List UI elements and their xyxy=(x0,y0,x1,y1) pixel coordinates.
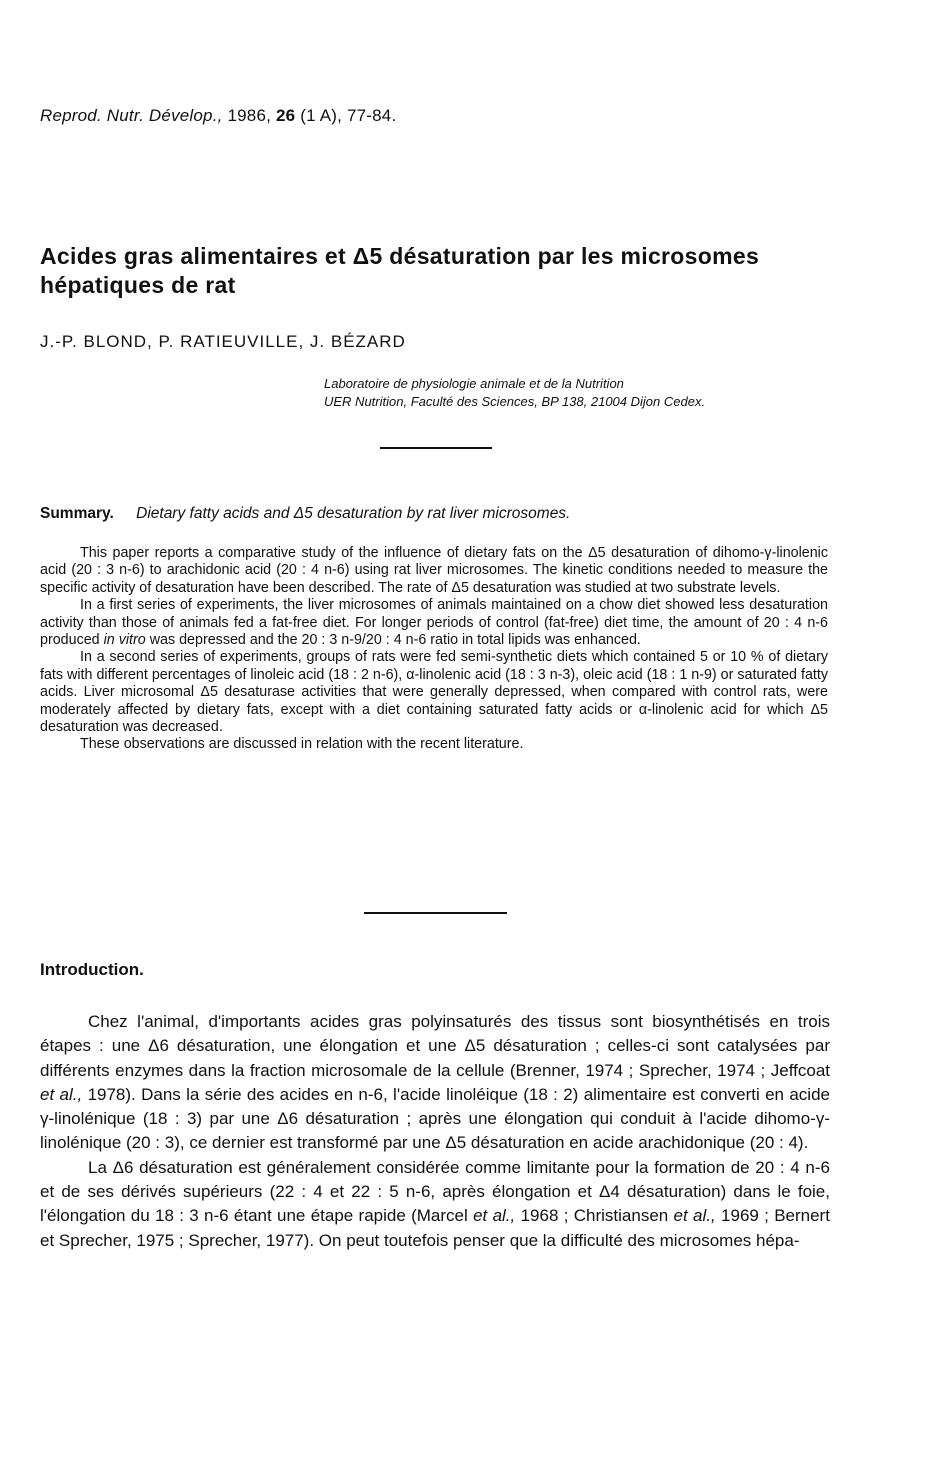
volume-number: 26 xyxy=(275,106,296,125)
intro-p2-etal-2: et al., xyxy=(673,1206,716,1226)
intro-p2-etal-1: et al., xyxy=(473,1206,516,1226)
intro-p2-text-b: 1968 ; Christiansen xyxy=(520,1206,669,1226)
affiliation xyxy=(324,375,705,411)
intro-p1-text-b: 1978). Dans la série des acides en n-6, l'acide linoléique (18 : 2) alimentaire est converti en acide γ-linolénique (18 : 3) par une Δ6 désaturation ; après une élongation qui conduit à l'acide dihomo-γ-linolénique (20 : 3), ce dernier est transformé par une Δ5 désaturation en acide arachidonique (20 : 4). xyxy=(40,1084,830,1153)
issue-pages: (1 A), 77-84. xyxy=(300,106,397,125)
section-divider-top xyxy=(380,447,492,449)
intro-p2-text-c: 1969 ; Bernert et Sprecher, 1975 ; Sprecher, 1977). On peut toutefois penser que la difficulté des microsomes hépa- xyxy=(40,1206,830,1250)
journal-name: Reprod. Nutr. Dévelop., xyxy=(40,106,223,125)
summary-heading xyxy=(40,505,570,523)
summary-label: Summary. xyxy=(40,505,114,522)
article-title: Acides gras alimentaires et Δ5 désaturation par les microsomes hépatiques de rat xyxy=(40,243,760,298)
summary-p2-italic: in vitro xyxy=(103,632,146,649)
intro-p2-text-a: La Δ6 désaturation est généralement considérée comme limitante pour la formation de 20 : 4 n-6 et de ses dérivés supérieurs (22 : 4 et 22 : 5 n-6, après élongation et Δ4 désaturation) dans le foie, l'élongation du 18 : 3 n-6 étant une étape rapide (Marcel xyxy=(40,1157,830,1226)
publication-year: 1986, xyxy=(227,106,272,125)
intro-p1-etal: et al., xyxy=(40,1084,83,1104)
summary-title: Dietary fatty acids and Δ5 desaturation by rat liver microsomes. xyxy=(136,505,571,522)
introduction-heading: Introduction. xyxy=(40,960,144,979)
summary-paragraph-4: These observations are discussed in relation with the recent literature. xyxy=(80,736,524,753)
affiliation-line-1: Laboratoire de physiologie animale et de la Nutrition xyxy=(324,376,624,391)
introduction-body xyxy=(40,1010,830,1253)
journal-citation xyxy=(40,106,396,126)
affiliation-line-2: UER Nutrition, Faculté des Sciences, BP 138, 21004 Dijon Cedex. xyxy=(324,394,706,409)
summary-p2-text-b: was depressed and the 20 : 3 n-9/20 : 4 n-6 ratio in total lipids was enhanced. xyxy=(149,632,641,649)
section-divider-bottom xyxy=(364,912,507,914)
summary-paragraph-2 xyxy=(40,597,828,649)
introduction-paragraph-2 xyxy=(40,1156,830,1253)
summary-abstract xyxy=(40,545,828,754)
introduction-paragraph-1 xyxy=(40,1010,830,1156)
intro-p1-text-a: Chez l'animal, d'importants acides gras polyinsaturés des tissus sont biosynthétisés en trois étapes : une Δ6 désaturation, une élongation et une Δ5 désaturation ; celles-ci sont catalysées par différents enzymes dans la fraction microsomale de la cellule (Brenner, 1974 ; Sprecher, 1974 ; Jeffcoat xyxy=(40,1012,830,1080)
summary-paragraph-1: This paper reports a comparative study of the influence of dietary fats on the Δ5 desaturation of dihomo-γ-linolenic acid (20 : 3 n-6) to arachidonic acid (20 : 4 n-6) using rat liver microsomes. The kinetic conditions needed to measure the specific activity of desaturation have been described. The rate of Δ5 desaturation was studied at two substrate levels. xyxy=(40,545,828,596)
summary-p2-text-a: In a first series of experiments, the liver microsomes of animals maintained on a chow diet showed less desaturation activity than those of animals fed a fat-free diet. For longer periods of control (fat-free) diet time, the amount of 20 : 4 n-6 produced xyxy=(40,597,828,649)
summary-paragraph-3: In a second series of experiments, groups of rats were fed semi-synthetic diets which contained 5 or 10 % of dietary fats with different percentages of linoleic acid (18 : 2 n-6), α-linolenic acid (18 : 3 n-3), oleic acid (18 : 1 n-9) or saturated fatty acids. Liver microsomal Δ5 desaturase activities that were generally depressed, when compared with control rats, were moderately affected by dietary fats, except with a diet containing saturated fatty acids or α-linolenic acid for which Δ5 desaturation was decreased. xyxy=(40,649,828,736)
author-list: J.-P. BLOND, P. RATIEUVILLE, J. BÉZARD xyxy=(40,332,406,351)
